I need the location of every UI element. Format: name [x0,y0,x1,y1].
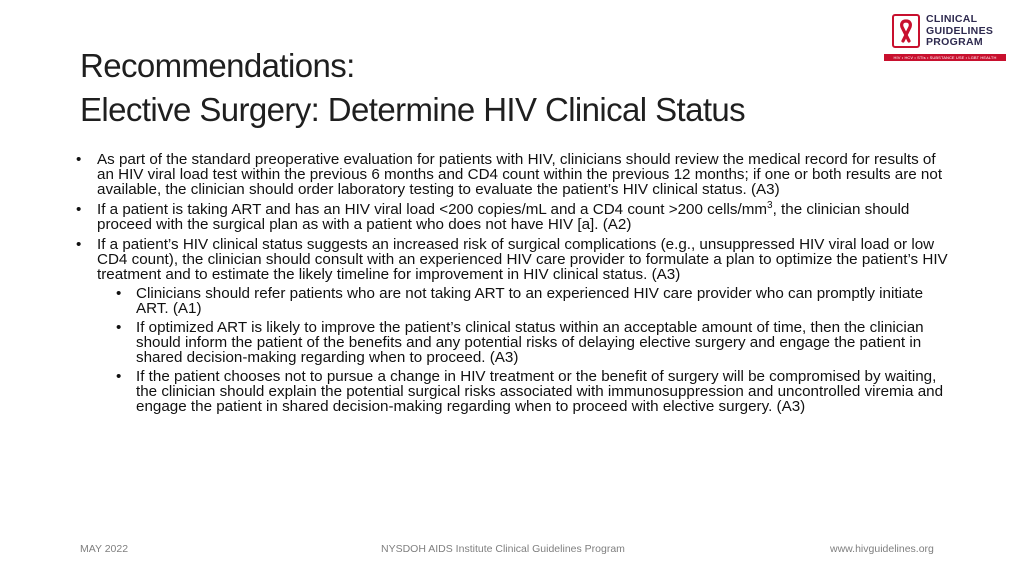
bullet-item [76,152,956,197]
bullet-dot: • [76,236,82,253]
footer-url[interactable]: www.hivguidelines.org [830,543,934,555]
slide-title [80,44,745,132]
bullet-dot: • [76,151,82,168]
sub-bullet-text: If the patient chooses not to pursue a change in HIV treatment or the benefit of surgery will be compromised by waiting, the clinician should explain the potential surgical risks associated with immunosuppression and uncontrolled viremia and engage the patient in shared decision-making regarding when to proceed with elective surgery. (A3) [136,368,944,415]
sub-bullet-text: If optimized ART is likely to improve the patient’s clinical status within an acceptable amount of time, then the clinician should inform the patient of the benefits and any potential risks of delaying elective surgery and engage the patient in shared decision-making regarding when to proceed. (A3) [136,319,924,366]
bullet-text-after: , the clinician should proceed with the surgical plan as with a patient who does not have HIV [a]. (A2) [97,201,910,233]
bullet-item [76,237,956,282]
slide-title-line2: Elective Surgery: Determine HIV Clinical Status [80,91,746,128]
bullet-item [76,199,956,233]
slide-title-line1: Recommendations: [80,47,355,84]
sub-bullet-dot: • [116,319,122,336]
slide-body [76,152,956,418]
clinical-guidelines-program-logo [884,12,1010,64]
logo-wordmark [926,14,993,49]
logo-line3: PROGRAM [926,36,983,48]
bullet-text-before: If a patient is taking ART and has an HIV viral load <200 copies/mL and a CD4 count >200 cells/mm [97,201,768,218]
sub-bullet-item [76,286,956,316]
sub-bullet-dot: • [116,368,122,385]
sub-bullet-item [76,369,956,414]
sub-bullet-text: Clinicians should refer patients who are not taking ART to an experienced HIV care provider who can promptly initiate ART. (A1) [136,285,924,317]
sub-bullet-dot: • [116,285,122,302]
logo-line1: CLINICAL [926,13,978,25]
logo-tagline: HIV • HCV • STIs • SUBSTANCE USE • LGBT HEALTH [884,54,1006,61]
bullet-dot: • [76,201,82,218]
logo-line2: GUIDELINES [926,24,994,37]
sub-bullet-item [76,320,956,365]
red-ribbon-icon [892,15,920,49]
bullet-text: As part of the standard preoperative evaluation for patients with HIV, clinicians should review the medical record for results of an HIV viral load test within the previous 6 months and CD4 count within the previous 12 months; if one or both results are not available, the clinician should order laboratory testing to evaluate the patient’s HIV clinical status. (A3) [97,151,943,198]
footer-program: NYSDOH AIDS Institute Clinical Guidelines Program [381,543,625,555]
superscript: 3 [767,199,773,211]
footer-date: MAY 2022 [80,543,129,555]
bullet-text: If a patient’s HIV clinical status suggests an increased risk of surgical complications (e.g., unsuppressed HIV viral load or low CD4 count), the clinician should consult with an experienced HIV care provider to formulate a plan to optimize the patient’s HIV treatment and to estimate the likely timeline for improvement in HIV clinical status. (A3) [97,236,948,283]
